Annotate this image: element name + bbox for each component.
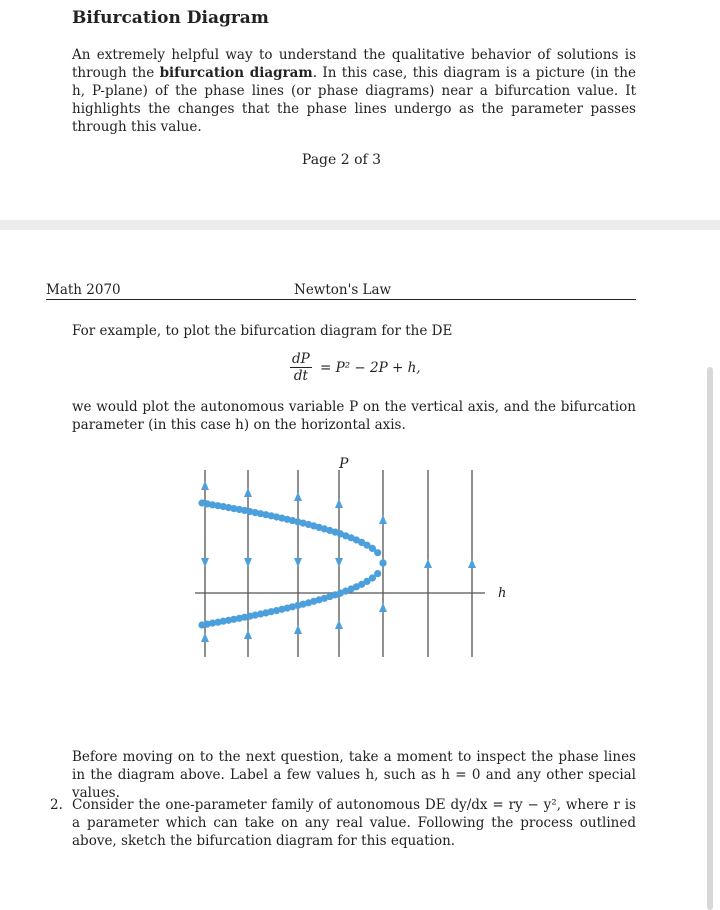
page-number: Page 2 of 3	[301, 152, 382, 168]
intro-text-start: An extremely helpful way to understand the qualitative behavior of solutions is through the	[72, 47, 636, 81]
up-arrow	[335, 620, 343, 629]
down-arrow	[201, 558, 209, 567]
equilibrium-point	[379, 559, 386, 566]
up-arrow	[201, 481, 209, 490]
up-arrow	[294, 625, 302, 634]
up-arrow	[379, 515, 387, 524]
h-axis-label: h	[498, 586, 507, 601]
question-text: Consider the one-parameter family of autonomous DE dy/dx = ry − y², where r is a parameter which can take on any real value. Following the process outlined above, sketch the bifurcation diagram for this equation.	[72, 797, 636, 849]
bifurcation-diagram	[190, 450, 520, 660]
section-title: Bifurcation Diagram	[72, 8, 269, 28]
explanation-paragraph: we would plot the autonomous variable P on the vertical axis, and the bifurcation parameter (in this case h) on the horizontal axis.	[72, 399, 636, 433]
header-course: Math 2070	[46, 282, 121, 298]
fraction-numerator: dP	[292, 351, 310, 367]
question-number: 2.	[50, 797, 63, 813]
up-arrow	[379, 603, 387, 612]
header-topic: Newton's Law	[294, 282, 392, 298]
page-separator	[0, 220, 720, 230]
fraction-denominator: dt	[293, 368, 308, 384]
up-arrow	[244, 630, 252, 639]
equilibrium-curve	[198, 499, 386, 628]
scrollbar[interactable]	[707, 367, 713, 910]
equilibrium-point	[374, 570, 381, 577]
up-arrow	[424, 559, 432, 568]
intro-paragraph	[72, 46, 636, 136]
example-text: For example, to plot the bifurcation diagram for the DE	[72, 323, 453, 339]
intro-text-end: . In this case, this diagram is a picture (in the h, P-plane) of the phase lines (or phase diagrams) near a bifurcation value. It highlights the changes that the phase lines undergo as the parameter passes through this value.	[72, 65, 636, 135]
up-arrow	[201, 633, 209, 642]
differential-equation	[290, 351, 421, 384]
up-arrow	[244, 488, 252, 497]
up-arrow	[335, 499, 343, 508]
inspection-paragraph: Before moving on to the next question, take a moment to inspect the phase lines in the diagram above. Label a few values h, such as h = 0 and any other special values.	[72, 749, 636, 801]
bifurcation-diagram-term: bifurcation diagram	[159, 65, 313, 81]
p-axis-label: P	[339, 456, 349, 472]
down-arrow	[294, 558, 302, 567]
up-arrow	[294, 492, 302, 501]
derivative-fraction	[290, 351, 312, 384]
equilibrium-point	[374, 549, 381, 556]
up-arrow	[468, 559, 476, 568]
equation-rhs: = P² − 2P + h,	[320, 359, 421, 376]
header-rule	[46, 299, 636, 300]
down-arrow	[335, 558, 343, 567]
down-arrow	[244, 558, 252, 567]
